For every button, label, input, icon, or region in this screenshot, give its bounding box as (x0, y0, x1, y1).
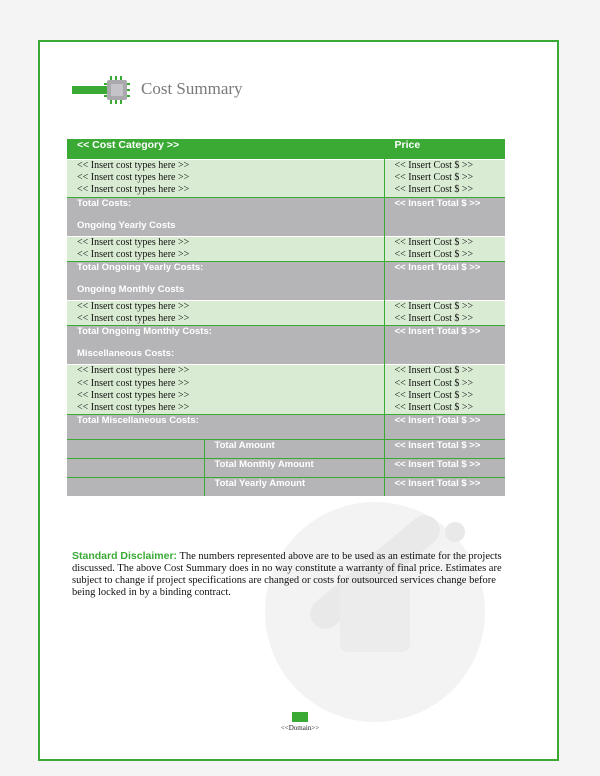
cost-value-placeholder[interactable]: << Insert Cost $ >> (394, 402, 474, 414)
total-value[interactable]: << Insert Total $ >> (384, 262, 505, 301)
summary-value[interactable]: << Insert Total $ >> (384, 478, 505, 497)
total-label: Total Ongoing Yearly Costs: (77, 262, 204, 274)
cost-type-placeholder[interactable]: << Insert cost types here >> (77, 365, 190, 377)
cost-type-placeholder[interactable]: << Insert cost types here >> (77, 301, 190, 313)
total-label: Total Ongoing Monthly Costs: (77, 326, 212, 338)
cost-items-row (67, 160, 505, 198)
footer-marker (292, 712, 308, 722)
summary-empty-cell (67, 478, 204, 497)
cost-value-placeholder[interactable]: << Insert Cost $ >> (394, 301, 474, 313)
section-heading: Ongoing Yearly Costs (77, 219, 176, 231)
document-page (38, 40, 559, 761)
cost-value-placeholder[interactable]: << Insert Cost $ >> (394, 377, 474, 389)
section-total-row (67, 326, 505, 365)
cost-type-placeholder[interactable]: << Insert cost types here >> (77, 377, 190, 389)
total-label: Total Miscellaneous Costs: (77, 415, 199, 427)
standard-disclaimer (72, 550, 512, 599)
summary-empty-cell (67, 459, 204, 478)
total-value[interactable]: << Insert Total $ >> (384, 326, 505, 365)
table-header (67, 139, 505, 160)
footer-domain: <<Domain>> (280, 724, 320, 732)
cost-type-placeholder[interactable]: << Insert cost types here >> (77, 313, 190, 325)
chip-icon (70, 69, 140, 109)
cost-value-placeholder[interactable]: << Insert Cost $ >> (394, 172, 474, 184)
cost-type-placeholder[interactable]: << Insert cost types here >> (77, 236, 190, 248)
cost-type-placeholder[interactable]: << Insert cost types here >> (77, 160, 190, 171)
total-label: Total Costs: (77, 197, 132, 209)
summary-label: Total Amount (204, 440, 384, 459)
cost-value-placeholder[interactable]: << Insert Cost $ >> (394, 184, 474, 196)
summary-value[interactable]: << Insert Total $ >> (384, 440, 505, 459)
cost-type-placeholder[interactable]: << Insert cost types here >> (77, 184, 190, 196)
page-title: Cost Summary (141, 79, 243, 98)
cost-value-placeholder[interactable]: << Insert Cost $ >> (394, 160, 474, 171)
cost-items-row (67, 365, 505, 415)
section-heading: Ongoing Monthly Costs (77, 284, 185, 296)
cost-items-row (67, 236, 505, 261)
summary-empty-cell (67, 440, 204, 459)
disclaimer-lead: Standard Disclaimer: (72, 550, 178, 562)
cost-items-row (67, 301, 505, 326)
summary-row (67, 478, 505, 497)
summary-label: Total Monthly Amount (204, 459, 384, 478)
cost-value-placeholder[interactable]: << Insert Cost $ >> (394, 365, 474, 377)
cost-value-placeholder[interactable]: << Insert Cost $ >> (394, 248, 474, 260)
cost-type-placeholder[interactable]: << Insert cost types here >> (77, 248, 190, 260)
cost-type-placeholder[interactable]: << Insert cost types here >> (77, 172, 190, 184)
cost-type-placeholder[interactable]: << Insert cost types here >> (77, 402, 190, 414)
section-total-row (67, 262, 505, 301)
summary-row (67, 440, 505, 459)
cost-type-placeholder[interactable]: << Insert cost types here >> (77, 389, 190, 401)
section-total-row (67, 197, 505, 236)
cost-value-placeholder[interactable]: << Insert Cost $ >> (394, 236, 474, 248)
summary-label: Total Yearly Amount (204, 478, 384, 497)
summary-row (67, 459, 505, 478)
header-category: << Cost Category >> (67, 139, 384, 160)
header-price: Price (384, 139, 505, 160)
disclaimer-text: The numbers represented above are to be used as an estimate for the projects discussed. The above Cost Summary does in no way constitute a warranty of final price. Estimates are subject to change if project specifications are changed or costs for outsourced services change before being locked in by a binding contract. (72, 551, 502, 598)
total-value[interactable]: << Insert Total $ >> (384, 197, 505, 236)
summary-value[interactable]: << Insert Total $ >> (384, 459, 505, 478)
section-heading: Miscellaneous Costs: (77, 348, 175, 360)
section-total-row (67, 415, 505, 440)
cost-value-placeholder[interactable]: << Insert Cost $ >> (394, 313, 474, 325)
cost-summary-table (67, 139, 505, 496)
total-value[interactable]: << Insert Total $ >> (384, 415, 505, 440)
cost-value-placeholder[interactable]: << Insert Cost $ >> (394, 389, 474, 401)
